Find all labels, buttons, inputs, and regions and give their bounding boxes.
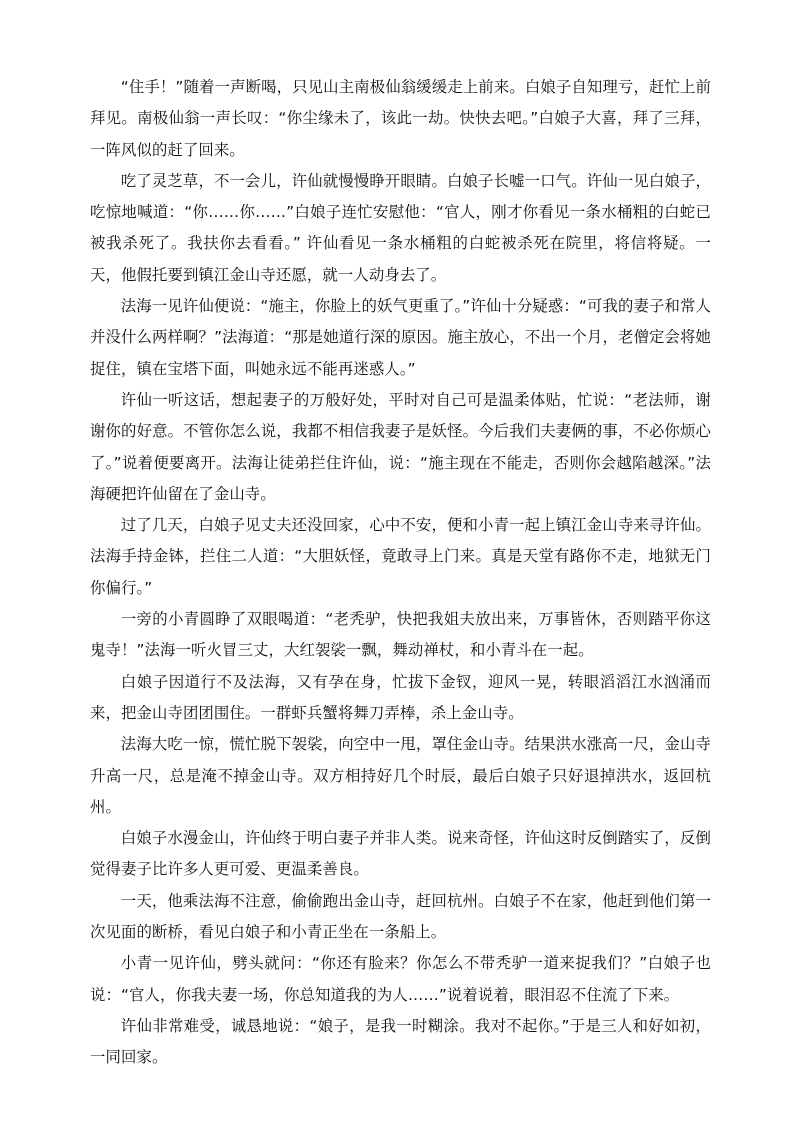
paragraph: 小青一见许仙，劈头就问：“你还有脸来？你怎么不带秃驴一道来捉我们？”白娘子也说：“官人，你我夫妻一场，你总知道我的为人……”说着说着，眼泪忍不住流了下来。	[90, 954, 711, 1004]
paragraph: 过了几天，白娘子见丈夫还没回家，心中不安，便和小青一起上镇江金山寺来寻许仙。法海手持金钵，拦住二人道：“大胆妖怪，竟敢寻上门来。真是天堂有路你不走，地狱无门你偏行。”	[90, 516, 711, 597]
paragraph: 一天，他乘法海不注意，偷偷跑出金山寺，赶回杭州。白娘子不在家，他赶到他们第一次见面的断桥，看见白娘子和小青正坐在一条船上。	[90, 891, 711, 942]
paragraph: 法海大吃一惊，慌忙脱下袈裟，向空中一甩，罩住金山寺。结果洪水涨高一尺，金山寺升高一尺，总是淹不掉金山寺。双方相持好几个时辰，最后白娘子只好退掉洪水，返回杭州。	[90, 735, 711, 816]
document-body	[90, 72, 711, 1074]
paragraph: 许仙非常难受，诚恳地说：“娘子，是我一时糊涂。我对不起你。”于是三人和好如初，一同回家。	[90, 1016, 711, 1067]
paragraph: 法海一见许仙便说：“施主，你脸上的妖气更重了。”许仙十分疑惑：“可我的妻子和常人并没什么两样啊？”法海道：“那是她道行深的原因。施主放心，不出一个月，老僧定会将她捉住，镇在宝塔下面，叫她永远不能再迷惑人。”	[90, 297, 711, 378]
paragraph: 一旁的小青圆睁了双眼喝道：“老秃驴，快把我姐夫放出来，万事皆休，否则踏平你这鬼寺！”法海一听火冒三丈，大红袈裟一飘，舞动禅杖，和小青斗在一起。	[90, 610, 711, 660]
paragraph: 吃了灵芝草，不一会儿，许仙就慢慢睁开眼睛。白娘子长嘘一口气。许仙一见白娘子，吃惊地喊道：“你……你……”白娘子连忙安慰他：“官人，刚才你看见一条水桶粗的白蛇已被我杀死了。我扶你去看看。” 许仙看见一条水桶粗的白蛇被杀死在院里，将信将疑。一天，他假托要到镇江金山寺还愿，就一人动身去了。	[90, 171, 711, 284]
paragraph: 白娘子因道行不及法海，又有孕在身，忙拔下金钗，迎风一晃，转眼滔滔江水汹涌而来，把金山寺团团围住。一群虾兵蟹将舞刀弄棒，杀上金山寺。	[90, 672, 711, 722]
paragraph: 白娘子水漫金山，许仙终于明白妻子并非人类。说来奇怪，许仙这时反倒踏实了，反倒觉得妻子比许多人更可爱、更温柔善良。	[90, 829, 711, 879]
paragraph: 许仙一听这话，想起妻子的万般好处，平时对自己可是温柔体贴，忙说：“老法师，谢谢你的好意。不管你怎么说，我都不相信我妻子是妖怪。今后我们夫妻俩的事，不必你烦心了。”说着便要离开。法海让徒弟拦住许仙，说：“施主现在不能走，否则你会越陷越深。”法海硬把许仙留在了金山寺。	[90, 390, 711, 503]
paragraph: “住手！”随着一声断喝，只见山主南极仙翁缓缓走上前来。白娘子自知理亏，赶忙上前拜见。南极仙翁一声长叹：“你尘缘未了，该此一劫。快快去吧。”白娘子大喜，拜了三拜，一阵风似的赶了回来。	[90, 78, 711, 159]
